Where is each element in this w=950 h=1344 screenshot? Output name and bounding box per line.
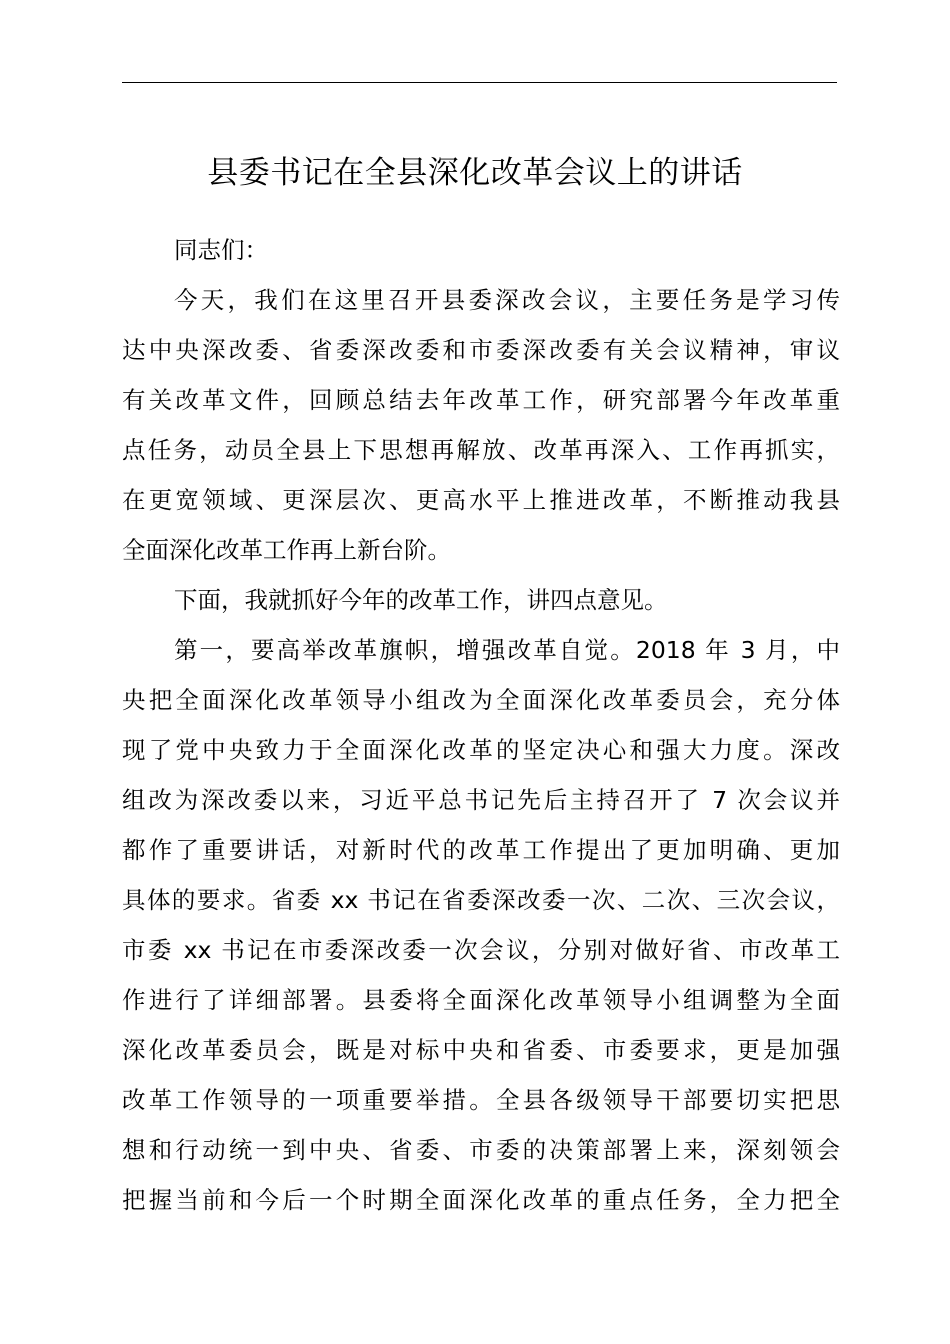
header-rule — [122, 82, 837, 83]
body-line: 都作了重要讲话，对新时代的改革工作提出了更加明确、更加 — [122, 836, 840, 864]
document-body — [122, 225, 840, 1225]
body-line: 今天，我们在这里召开县委深改会议，主要任务是学习传 — [174, 286, 840, 314]
body-line: 作进行了详细部署。县委将全面深化改革领导小组调整为全面 — [122, 986, 840, 1014]
body-line: 具体的要求。省委 xx 书记在省委深改委一次、二次、三次会议， — [122, 886, 840, 914]
document-title: 县委书记在全县深化改革会议上的讲话 — [207, 155, 743, 191]
body-line: 在更宽领域、更深层次、更高水平上推进改革，不断推动我县 — [122, 486, 840, 514]
body-line: 全面深化改革工作再上新台阶。 — [122, 536, 451, 564]
body-line: 下面，我就抓好今年的改革工作，讲四点意见。 — [174, 586, 668, 614]
body-line: 把握当前和今后一个时期全面深化改革的重点任务，全力把全 — [122, 1186, 840, 1214]
body-line: 改革工作领导的一项重要举措。全县各级领导干部要切实把思 — [122, 1086, 840, 1114]
body-line: 有关改革文件，回顾总结去年改革工作，研究部署今年改革重 — [122, 386, 840, 414]
body-line: 同志们： — [174, 236, 268, 264]
body-line: 想和行动统一到中央、省委、市委的决策部署上来，深刻领会 — [122, 1136, 840, 1164]
body-line: 达中央深改委、省委深改委和市委深改委有关会议精神，审议 — [122, 336, 840, 364]
body-line: 点任务，动员全县上下思想再解放、改革再深入、工作再抓实， — [122, 436, 840, 464]
body-line: 组改为深改委以来，习近平总书记先后主持召开了 7 次会议并 — [122, 786, 840, 814]
body-line: 市委 xx 书记在市委深改委一次会议，分别对做好省、市改革工 — [122, 936, 840, 964]
body-line: 第一，要高举改革旗帜，增强改革自觉。2018 年 3 月，中 — [174, 636, 840, 664]
body-line: 深化改革委员会，既是对标中央和省委、市委要求，更是加强 — [122, 1036, 840, 1064]
body-line: 央把全面深化改革领导小组改为全面深化改革委员会，充分体 — [122, 686, 840, 714]
body-line: 现了党中央致力于全面深化改革的坚定决心和强大力度。深改 — [122, 736, 840, 764]
